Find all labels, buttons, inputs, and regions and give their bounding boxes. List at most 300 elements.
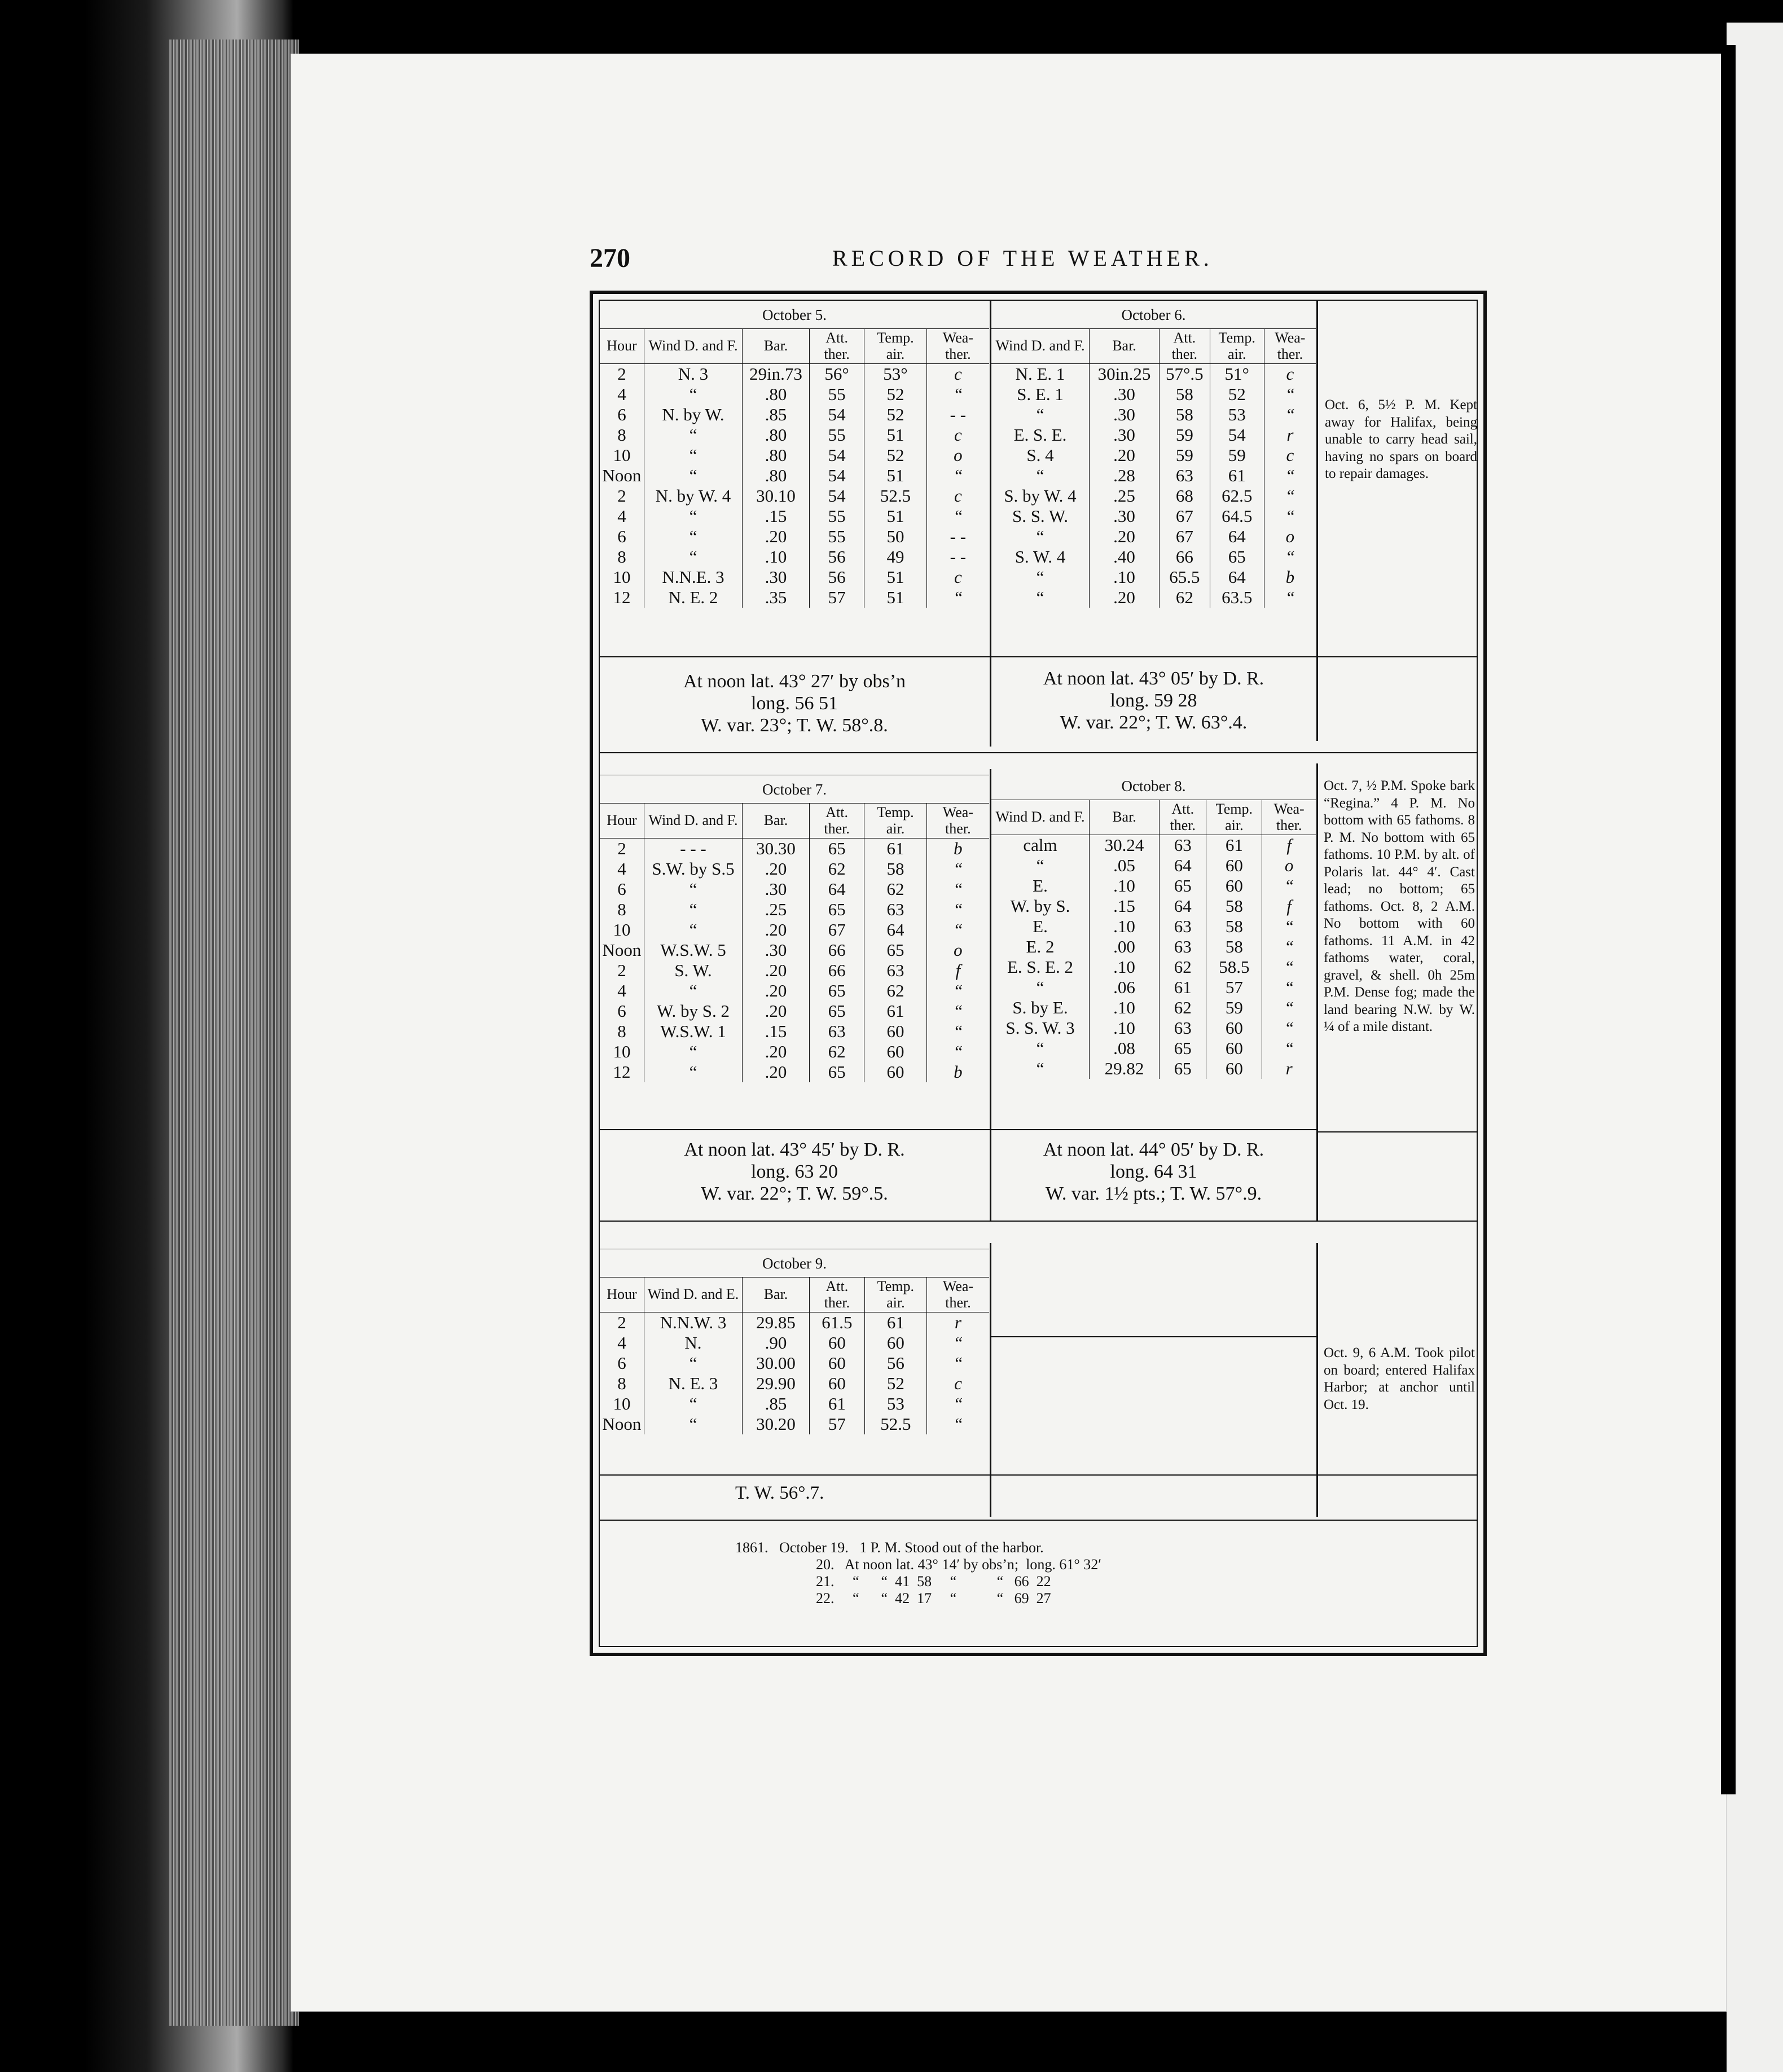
table-cell: “ — [1285, 384, 1295, 404]
table-cell: 51° — [1210, 364, 1264, 385]
table-cell: .30 — [1090, 425, 1160, 445]
table-cell: 62 — [810, 859, 864, 879]
noon-line: W. var. 23°; T. W. 58°.8. — [701, 715, 888, 736]
table-cell: “ — [953, 1353, 963, 1373]
table-cell: 30.00 — [743, 1353, 810, 1373]
table-cell: 65.5 — [1160, 567, 1210, 587]
table-row — [600, 839, 989, 859]
table-cell: 51 — [864, 567, 926, 587]
noon-line: long. 64 31 — [1110, 1161, 1197, 1183]
footer-notes — [735, 1539, 1101, 1607]
table-cell: 50 — [864, 526, 926, 547]
table-cell: “ — [644, 879, 743, 899]
table-cell: 59 — [1160, 425, 1210, 445]
noon-line: At noon lat. 44° 05′ by D. R. — [1043, 1139, 1264, 1160]
col-weather: Wea- ther. — [1264, 329, 1316, 364]
table-cell: 64 — [810, 879, 864, 899]
table-cell: E. — [991, 876, 1090, 896]
table-cell: - - — [950, 526, 967, 546]
table-cell: 62 — [864, 981, 926, 1001]
table-cell: .30 — [743, 879, 810, 899]
table-cell: 6 — [600, 526, 644, 547]
col-bar: Bar. — [743, 1278, 810, 1312]
oct5-noon — [600, 670, 989, 736]
table-cell: .20 — [743, 981, 810, 1001]
table-cell: o — [1284, 855, 1294, 875]
table-cell: 52.5 — [864, 1414, 926, 1434]
table-cell: c — [954, 424, 962, 445]
table-cell: 10 — [600, 920, 644, 940]
table-cell: 58 — [1206, 916, 1262, 937]
noon-line: W. var. 1½ pts.; T. W. 57°.9. — [1045, 1183, 1262, 1205]
table-row — [991, 526, 1316, 547]
table-cell: - - — [950, 404, 967, 424]
table-cell: 60 — [1206, 855, 1262, 876]
col-temp: Temp. air. — [864, 1278, 926, 1312]
table-cell: 58 — [1206, 937, 1262, 957]
table-cell: 58 — [1206, 896, 1262, 916]
table-cell: .30 — [1090, 384, 1160, 405]
oct6-noon — [991, 668, 1316, 734]
table-cell: 65 — [1160, 1038, 1206, 1059]
table-cell: W. by S. — [991, 896, 1090, 916]
table-cell: 60 — [810, 1373, 865, 1394]
footer-line: 20. At noon lat. 43° 14′ by obs’n; long. 61° 32′ — [735, 1556, 1101, 1573]
table-cell: “ — [644, 1353, 743, 1373]
table-cell: “ — [1284, 916, 1294, 936]
table-cell: f — [1286, 835, 1292, 855]
oct5-block — [600, 301, 989, 608]
table-cell: N. E. 2 — [644, 587, 743, 608]
table-row — [991, 405, 1316, 425]
table-row — [991, 506, 1316, 526]
table-cell: E. — [991, 916, 1090, 937]
table-cell: o — [1285, 526, 1295, 546]
table-cell: W.S.W. 5 — [644, 940, 743, 960]
table-cell: 58 — [1160, 384, 1210, 405]
table-cell: 8 — [600, 1021, 644, 1042]
table-cell: 29.85 — [743, 1312, 810, 1333]
table-cell: c — [954, 485, 962, 506]
table-cell: .30 — [743, 567, 810, 587]
table-cell: .15 — [743, 506, 810, 526]
table-cell: .30 — [1090, 506, 1160, 526]
table-cell: .20 — [1090, 587, 1160, 608]
col-bar: Bar. — [743, 329, 810, 364]
table-cell: S. E. 1 — [991, 384, 1090, 405]
table-cell: 10 — [600, 567, 644, 587]
table-cell: c — [1286, 363, 1294, 384]
table-cell: “ — [953, 1041, 963, 1061]
table-cell: .10 — [743, 547, 810, 567]
table-cell: 58.5 — [1206, 957, 1262, 977]
table-cell: r — [1285, 1058, 1293, 1078]
table-cell: .10 — [1090, 998, 1160, 1018]
table-cell: “ — [953, 1332, 963, 1353]
table-cell: “ — [1285, 546, 1295, 567]
col-hour: Hour — [600, 1278, 644, 1312]
table-row — [600, 567, 989, 587]
table-cell: .28 — [1090, 466, 1160, 486]
table-cell: “ — [644, 1414, 743, 1434]
table-cell: 59 — [1210, 445, 1264, 466]
table-cell: “ — [953, 384, 963, 404]
table-cell: 62 — [810, 1042, 864, 1062]
noon-line: At noon lat. 43° 27′ by obs’n — [683, 671, 906, 692]
table-row — [600, 466, 989, 486]
table-row — [600, 879, 989, 899]
table-cell: “ — [1284, 936, 1294, 956]
table-cell: “ — [953, 1413, 963, 1434]
table-cell: 52 — [864, 384, 926, 405]
table-row — [600, 899, 989, 920]
noon-line: W. var. 22°; T. W. 59°.5. — [701, 1183, 888, 1205]
table-cell: “ — [991, 526, 1090, 547]
col-wind: Wind D. and E. — [644, 1278, 743, 1312]
table-cell: 29in.73 — [743, 364, 810, 385]
table-cell: 8 — [600, 425, 644, 445]
table-cell: b — [954, 1061, 963, 1082]
table-cell: S. W. 4 — [991, 547, 1090, 567]
table-cell: 4 — [600, 1333, 644, 1353]
table-row — [600, 940, 989, 960]
table-row — [991, 587, 1316, 608]
col-wind: Wind D. and F. — [991, 329, 1090, 364]
table-cell: “ — [953, 919, 963, 940]
oct9-tw: T. W. 56°.7. — [735, 1483, 824, 1503]
table-cell: 65 — [1160, 1059, 1206, 1079]
table-cell: “ — [1284, 997, 1294, 1017]
oct8-table — [991, 800, 1316, 1079]
table-cell: 52.5 — [864, 486, 926, 506]
table-cell: 67 — [1160, 506, 1210, 526]
oct9-date: October 9. — [600, 1249, 989, 1278]
col-weather: Wea- ther. — [926, 329, 989, 364]
table-cell: N. 3 — [644, 364, 743, 385]
table-cell: .30 — [1090, 405, 1160, 425]
table-cell: c — [954, 363, 962, 384]
oct8-date: October 8. — [991, 772, 1316, 800]
table-cell: 4 — [600, 859, 644, 879]
col-temp: Temp. air. — [864, 329, 926, 364]
table-row — [991, 567, 1316, 587]
table-cell: f — [1286, 895, 1292, 916]
col-att: Att. ther. — [810, 329, 864, 364]
weather-record-inner — [599, 300, 1478, 1647]
table-row — [600, 1353, 989, 1373]
table-cell: 67 — [810, 920, 864, 940]
table-cell: “ — [644, 384, 743, 405]
table-cell: 61 — [1210, 466, 1264, 486]
table-cell: 55 — [810, 506, 864, 526]
table-cell: 61 — [1206, 835, 1262, 856]
table-cell: 56 — [810, 567, 864, 587]
table-cell: “ — [644, 920, 743, 940]
table-cell: 59 — [1160, 445, 1210, 466]
table-cell: 61 — [810, 1394, 865, 1414]
table-cell: “ — [644, 981, 743, 1001]
table-cell: W. by S. 2 — [644, 1001, 743, 1021]
table-cell: 29.82 — [1090, 1059, 1160, 1079]
table-cell: “ — [953, 465, 963, 485]
table-cell: 54 — [1210, 425, 1264, 445]
table-cell: .80 — [743, 466, 810, 486]
table-cell: 51 — [864, 466, 926, 486]
page-number: 270 — [590, 243, 630, 273]
table-cell: 63 — [1160, 466, 1210, 486]
col-bar: Bar. — [1090, 329, 1160, 364]
oct5-date: October 5. — [600, 301, 989, 329]
table-cell: 30.20 — [743, 1414, 810, 1434]
table-cell: “ — [1285, 404, 1295, 424]
table-cell: .85 — [743, 1394, 810, 1414]
table-cell: S. 4 — [991, 445, 1090, 466]
table-cell: 55 — [810, 526, 864, 547]
table-cell: 65 — [1210, 547, 1264, 567]
oct7-date: October 7. — [600, 775, 989, 804]
oct6-table — [991, 329, 1316, 608]
table-cell: 60 — [1206, 1059, 1262, 1079]
table-cell: 8 — [600, 899, 644, 920]
table-cell: .20 — [743, 526, 810, 547]
table-cell: 62.5 — [1210, 486, 1264, 506]
table-cell: “ — [991, 405, 1090, 425]
page-edges — [169, 39, 299, 2026]
col-wind: Wind D. and F. — [644, 329, 743, 364]
table-row — [600, 384, 989, 405]
oct9-block — [600, 1249, 989, 1434]
table-cell: 54 — [810, 445, 864, 466]
table-cell: 56° — [810, 364, 864, 385]
col-temp: Temp. air. — [1206, 800, 1262, 835]
table-cell: 63 — [1160, 1018, 1206, 1038]
table-cell: .25 — [1090, 486, 1160, 506]
table-cell: 52 — [864, 445, 926, 466]
col-weather: Wea- ther. — [1262, 800, 1316, 835]
table-cell: S. by W. 4 — [991, 486, 1090, 506]
table-cell: 54 — [810, 466, 864, 486]
table-cell: N. E. 1 — [991, 364, 1090, 385]
table-cell: 54 — [810, 405, 864, 425]
oct8-block — [991, 772, 1316, 1079]
table-row — [600, 364, 989, 385]
table-row — [991, 977, 1316, 998]
table-cell: 60 — [1206, 876, 1262, 896]
oct7-noon — [600, 1139, 989, 1205]
col-att: Att. ther. — [1160, 329, 1210, 364]
table-cell: S. S. W. — [991, 506, 1090, 526]
table-cell: “ — [644, 466, 743, 486]
table-cell: .15 — [1090, 896, 1160, 916]
table-cell: “ — [644, 547, 743, 567]
table-cell: “ — [1285, 506, 1295, 526]
table-cell: E. S. E. 2 — [991, 957, 1090, 977]
table-row — [991, 957, 1316, 977]
table-cell: 60 — [864, 1062, 926, 1082]
table-row — [600, 1042, 989, 1062]
table-row — [991, 384, 1316, 405]
table-cell: Noon — [600, 940, 644, 960]
table-cell: 63 — [810, 1021, 864, 1042]
table-row — [991, 466, 1316, 486]
oct6-block — [991, 301, 1316, 608]
table-cell: 63 — [864, 899, 926, 920]
col-att: Att. ther. — [810, 1278, 865, 1312]
table-row — [991, 937, 1316, 957]
table-cell: 6 — [600, 405, 644, 425]
table-cell: 55 — [810, 384, 864, 405]
table-cell: .20 — [743, 1001, 810, 1021]
table-row — [600, 1062, 989, 1082]
table-row — [600, 486, 989, 506]
table-row — [600, 960, 989, 981]
table-cell: .40 — [1090, 547, 1160, 567]
table-cell: S. by E. — [991, 998, 1090, 1018]
col-temp: Temp. air. — [1210, 329, 1264, 364]
table-cell: 66 — [810, 960, 864, 981]
table-cell: c — [954, 1373, 962, 1393]
table-cell: .10 — [1090, 567, 1160, 587]
table-cell: .15 — [743, 1021, 810, 1042]
footer-line: 21. “ “ 41 58 “ “ 66 22 — [735, 1573, 1051, 1590]
table-cell: 61 — [864, 839, 926, 859]
table-cell: 60 — [864, 1042, 926, 1062]
table-cell: 63 — [1160, 835, 1206, 856]
table-cell: “ — [1285, 465, 1295, 485]
table-cell: .06 — [1090, 977, 1160, 998]
table-cell: Noon — [600, 466, 644, 486]
table-cell: 52 — [864, 1373, 926, 1394]
table-cell: 57°.5 — [1160, 364, 1210, 385]
table-cell: 60 — [864, 1333, 926, 1353]
table-cell: .25 — [743, 899, 810, 920]
table-cell: c — [1286, 445, 1294, 465]
table-cell: 60 — [1206, 1038, 1262, 1059]
table-cell: E. S. E. — [991, 425, 1090, 445]
table-cell: “ — [991, 855, 1090, 876]
table-cell: 12 — [600, 587, 644, 608]
table-cell: 53° — [864, 364, 926, 385]
table-row — [600, 1394, 989, 1414]
table-cell: r — [954, 1312, 961, 1332]
col-bar: Bar. — [1090, 800, 1160, 835]
table-cell: 53 — [864, 1394, 926, 1414]
table-row — [600, 1373, 989, 1394]
table-cell: 57 — [810, 1414, 865, 1434]
table-cell: .80 — [743, 384, 810, 405]
table-cell: “ — [953, 1393, 963, 1413]
table-cell: 64 — [864, 920, 926, 940]
table-row — [991, 425, 1316, 445]
table-cell: 4 — [600, 981, 644, 1001]
table-cell: 10 — [600, 1394, 644, 1414]
table-row — [600, 981, 989, 1001]
table-cell: 65 — [810, 1062, 864, 1082]
table-row — [600, 1001, 989, 1021]
table-cell: 64 — [1160, 855, 1206, 876]
table-cell: 2 — [600, 364, 644, 385]
table-row — [991, 547, 1316, 567]
table-cell: 6 — [600, 1001, 644, 1021]
table-cell: 30in.25 — [1090, 364, 1160, 385]
table-cell: “ — [991, 1038, 1090, 1059]
table-cell: N.N.E. 3 — [644, 567, 743, 587]
oct7-table — [600, 804, 989, 1082]
table-cell: “ — [953, 858, 963, 879]
table-cell: 64.5 — [1210, 506, 1264, 526]
table-cell: 63 — [1160, 916, 1206, 937]
oct9-note: Oct. 9, 6 A.M. Took pilot on board; entered Halifax Harbor; at anchor until Oct. 19. — [1324, 1345, 1475, 1412]
table-row — [991, 916, 1316, 937]
table-cell: 2 — [600, 839, 644, 859]
weather-record-frame — [590, 291, 1487, 1656]
table-cell: 55 — [810, 425, 864, 445]
table-cell: “ — [644, 1394, 743, 1414]
table-cell: .10 — [1090, 957, 1160, 977]
table-cell: “ — [953, 1000, 963, 1021]
table-cell: 30.30 — [743, 839, 810, 859]
table-cell: 8 — [600, 547, 644, 567]
table-cell: 61 — [1160, 977, 1206, 998]
table-cell: 30.10 — [743, 486, 810, 506]
table-row — [991, 835, 1316, 856]
table-cell: E. 2 — [991, 937, 1090, 957]
table-cell: 8 — [600, 1373, 644, 1394]
col-weather: Wea- ther. — [926, 1278, 989, 1312]
table-cell: o — [954, 940, 963, 960]
table-cell: - - — [950, 546, 967, 567]
oct7-8-note: Oct. 7, ½ P.M. Spoke bark “Regina.” 4 P. M. No bottom with 65 fathoms. 8 P. M. No bottom with 65 fathoms. 10 P.M. by alt. of Polaris lat. 44° 4′. Cast lead; no bottom; 65 fathoms. Oct. 8, 2 A.M. No bottom with 60 fathoms. 11 A.M. in 42 fathoms water, coral, gravel, & shell. 0h 25m P.M. Dense fog; made the land bearing N.W. by W. ¼ of a mile distant. — [1324, 778, 1475, 1034]
table-cell: .20 — [743, 859, 810, 879]
table-cell: 10 — [600, 1042, 644, 1062]
footer-line: 22. “ “ 42 17 “ “ 69 27 — [735, 1590, 1051, 1606]
table-cell: “ — [1284, 875, 1294, 895]
table-cell: 60 — [810, 1333, 865, 1353]
table-cell: 6 — [600, 879, 644, 899]
table-cell: “ — [644, 425, 743, 445]
table-cell: .35 — [743, 587, 810, 608]
table-row — [600, 425, 989, 445]
table-cell: 60 — [810, 1353, 865, 1373]
table-row — [600, 445, 989, 466]
table-cell: Noon — [600, 1414, 644, 1434]
table-cell: 52 — [864, 405, 926, 425]
col-hour: Hour — [600, 804, 644, 839]
table-cell: 65 — [810, 899, 864, 920]
table-row — [600, 506, 989, 526]
table-cell: - - - — [644, 839, 743, 859]
table-cell: 68 — [1160, 486, 1210, 506]
col-weather: Wea- ther. — [926, 804, 989, 839]
table-cell: 63.5 — [1210, 587, 1264, 608]
table-cell: .20 — [1090, 445, 1160, 466]
table-cell: .20 — [743, 1062, 810, 1082]
table-cell: .20 — [743, 960, 810, 981]
table-row — [600, 526, 989, 547]
table-cell: 54 — [810, 486, 864, 506]
oct6-note: Oct. 6, 5½ P. M. Kept away for Halifax, being unable to carry head sail, having no spars on board to repair damages. — [1325, 397, 1477, 481]
table-cell: 65 — [1160, 876, 1206, 896]
table-cell: “ — [1284, 956, 1294, 977]
table-row — [991, 445, 1316, 466]
table-cell: 64 — [1210, 526, 1264, 547]
table-row — [991, 876, 1316, 896]
table-cell: “ — [644, 506, 743, 526]
table-cell: S. W. — [644, 960, 743, 981]
table-cell: .05 — [1090, 855, 1160, 876]
table-cell: 4 — [600, 506, 644, 526]
table-cell: “ — [953, 506, 963, 526]
